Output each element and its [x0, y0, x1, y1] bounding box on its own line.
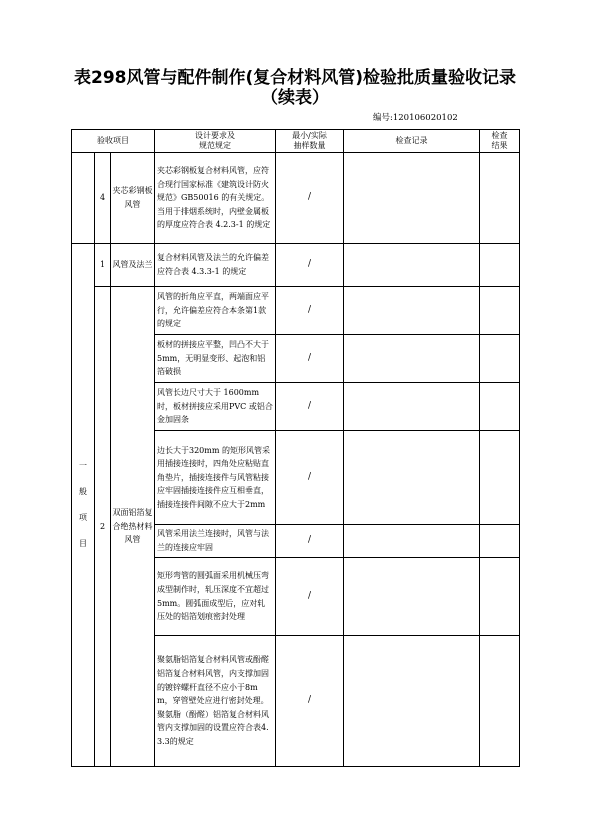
item-number: 2 [95, 287, 111, 767]
item-name: 夹芯彩钢板风管 [111, 153, 155, 244]
sample-quantity: / [276, 525, 344, 558]
check-record [344, 287, 480, 335]
check-result [480, 335, 520, 383]
sample-quantity: / [276, 383, 344, 431]
check-record [344, 153, 480, 244]
page-title [0, 68, 590, 108]
check-result [480, 525, 520, 558]
requirement-text: 边长大于320mm 的矩形风管采用插接连接时，四角处应粘贴直角垫片，插接连接件与风管粘接应牢固插接连接件应互相垂直，插接连接件间隙不应大于2mm [155, 431, 276, 525]
item-name: 风管及法兰 [111, 244, 155, 287]
table-row [72, 244, 520, 287]
title-line-1: 表298风管与配件制作(复合材料风管)检验批质量验收记录 [73, 68, 517, 88]
col-quantity-header: 最小/实际 抽样数量 [276, 130, 344, 153]
requirement-text: 风管采用法兰连接时，风管与法兰的连接应牢固 [155, 525, 276, 558]
requirement-text: 复合材料风管及法兰的允许偏差应符合表 4.3.3-1 的规定 [155, 244, 276, 287]
category-cell-empty [72, 153, 95, 244]
check-record [344, 383, 480, 431]
requirement-text: 风管的折角应平直，两端面应平行，允许偏差应符合本条第1款的规定 [155, 287, 276, 335]
item-name: 双面铝箔复合绝热材料风管 [111, 287, 155, 767]
check-result [480, 244, 520, 287]
sample-quantity: / [276, 244, 344, 287]
col-requirement-header: 设计要求及 规范规定 [155, 130, 276, 153]
sample-quantity: / [276, 636, 344, 767]
check-record [344, 431, 480, 525]
item-number: 4 [95, 153, 111, 244]
table-row [72, 287, 520, 335]
check-result [480, 153, 520, 244]
sample-quantity: / [276, 431, 344, 525]
check-result [480, 636, 520, 767]
col-record-header: 检查记录 [344, 130, 480, 153]
title-line-2: （续表） [261, 88, 329, 108]
check-record [344, 558, 480, 636]
table-row [72, 153, 520, 244]
col-result-header: 检查 结果 [480, 130, 520, 153]
sample-quantity: / [276, 153, 344, 244]
requirement-text: 夹芯彩钢板复合材料风管，应符合现行国家标准《建筑设计防火规范》GB50016 的有关规定。当用于排烟系统时，内壁金属板的厚度应符合表 4.2.3-1 的规定 [155, 153, 276, 244]
item-number: 1 [95, 244, 111, 287]
requirement-text: 板材的拼接应平整，凹凸不大于5mm，无明显变形、起泡和铝箔破损 [155, 335, 276, 383]
check-result [480, 431, 520, 525]
requirement-text: 矩形弯管的圆弧面采用机械压弯成型制作时，轧压深度不宜超过5mm。圆弧面成型后，应对轧压处的铝箔划痕密封处理 [155, 558, 276, 636]
requirement-text: 风管长边尺寸大于 1600mm时，板材拼接应采用PVC 或铝合金加固条 [155, 383, 276, 431]
sample-quantity: / [276, 558, 344, 636]
inspection-table [71, 129, 520, 767]
col-item-header: 验收项目 [72, 130, 155, 153]
check-record [344, 525, 480, 558]
check-record [344, 636, 480, 767]
category-general: 一 般 项 目 [72, 244, 95, 767]
requirement-text: 聚氨脂铝箔复合材料风管或酚醛铝箔复合材料风管，内支撑加固的镀锌螺杆直径不应小于8mm，穿管壁处应进行密封处理。聚氨脂（酚醛）铝箔复合材料风管内支撑加固的设置应符合表4.3.3的规定 [155, 636, 276, 767]
check-record [344, 244, 480, 287]
check-record [344, 335, 480, 383]
check-result [480, 287, 520, 335]
sample-quantity: / [276, 335, 344, 383]
record-code: 编号:120106020102 [373, 113, 458, 123]
sample-quantity: / [276, 287, 344, 335]
header-row [72, 130, 520, 153]
check-result [480, 558, 520, 636]
check-result [480, 383, 520, 431]
